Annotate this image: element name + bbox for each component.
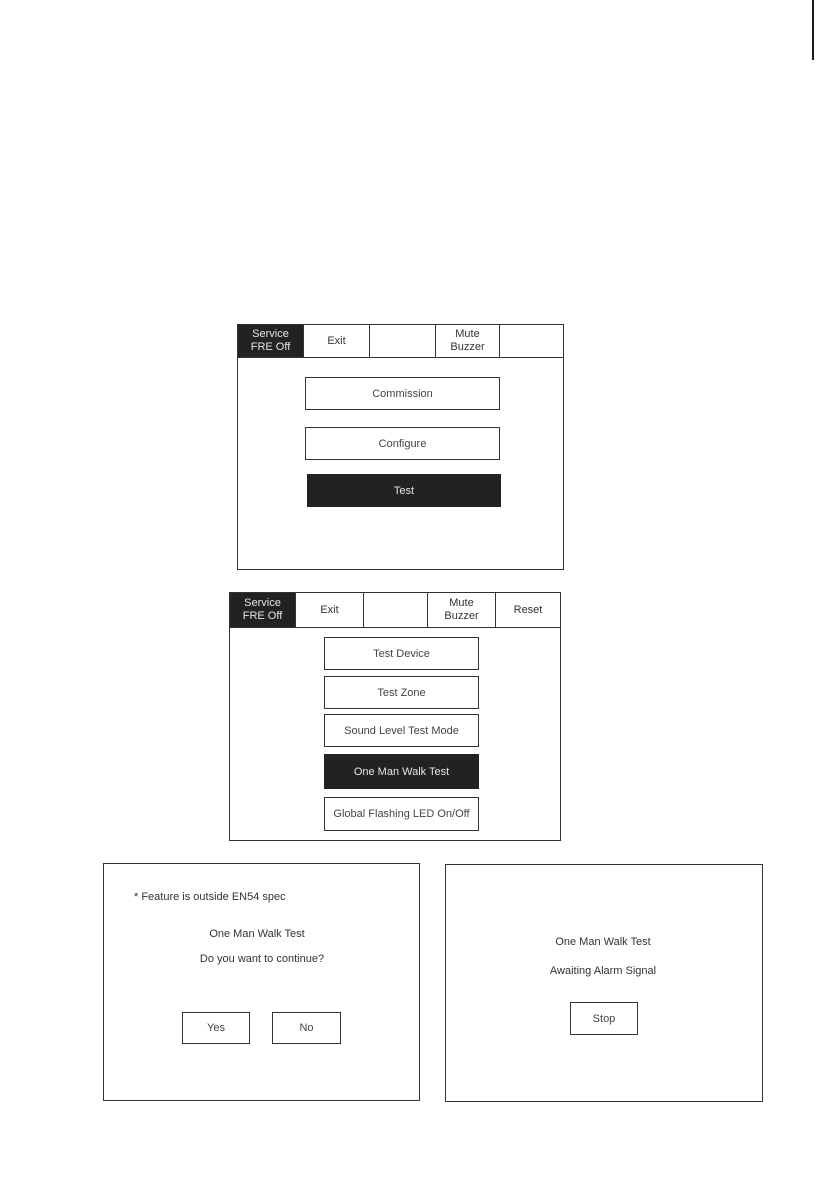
service-label: Service [252, 328, 289, 340]
page-edge-line [812, 0, 814, 60]
service-label: Service [244, 597, 281, 609]
test-device-button[interactable]: Test Device [324, 637, 479, 670]
dialog-title: One Man Walk Test [209, 928, 305, 940]
global-flashing-led-button[interactable]: Global Flashing LED On/Off [324, 797, 479, 831]
service-fre-off-button[interactable] [238, 325, 304, 357]
commission-button[interactable]: Commission [305, 377, 500, 410]
configure-button[interactable]: Configure [305, 427, 500, 460]
fre-off-label: FRE Off [242, 610, 283, 622]
yes-button[interactable]: Yes [182, 1012, 250, 1044]
toolbar-last-button[interactable] [500, 325, 563, 357]
mute-buzzer-button[interactable] [428, 593, 496, 627]
awaiting-alarm-screen [445, 864, 763, 1102]
mute-buzzer-button[interactable] [436, 325, 500, 357]
one-man-walk-test-button[interactable]: One Man Walk Test [324, 754, 479, 789]
reset-label: Reset [513, 603, 543, 616]
fre-off-label: FRE Off [250, 341, 291, 353]
no-button[interactable]: No [272, 1012, 341, 1044]
buzzer-label: Buzzer [444, 610, 479, 622]
toolbar [238, 325, 563, 358]
toolbar [230, 593, 560, 628]
exit-label: Exit [320, 603, 339, 616]
reset-button[interactable] [496, 593, 560, 627]
awaiting-status: Awaiting Alarm Signal [549, 965, 657, 977]
stop-button[interactable]: Stop [570, 1002, 638, 1035]
main-menu-screen [237, 324, 564, 570]
en54-note: * Feature is outside EN54 spec [134, 891, 286, 903]
exit-button[interactable] [296, 593, 364, 627]
service-fre-off-button[interactable] [230, 593, 296, 627]
walk-test-title: One Man Walk Test [555, 936, 651, 948]
sound-level-test-mode-button[interactable]: Sound Level Test Mode [324, 714, 479, 747]
continue-question: Do you want to continue? [199, 953, 325, 965]
toolbar-blank-button[interactable] [370, 325, 436, 357]
mute-label: Mute [449, 597, 474, 609]
test-zone-button[interactable]: Test Zone [324, 676, 479, 709]
toolbar-blank-button[interactable] [364, 593, 428, 627]
buzzer-label: Buzzer [450, 341, 485, 353]
mute-label: Mute [455, 328, 480, 340]
test-menu-screen [229, 592, 561, 841]
confirm-dialog-screen [103, 863, 420, 1101]
exit-label: Exit [327, 334, 346, 347]
test-button[interactable]: Test [307, 474, 501, 507]
exit-button[interactable] [304, 325, 370, 357]
